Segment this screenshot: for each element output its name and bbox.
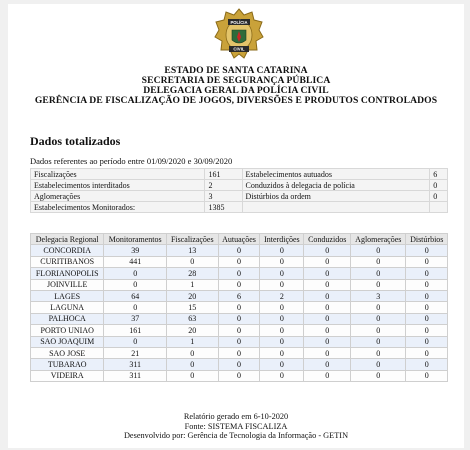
summary-label: Distúrbios da ordem [242, 191, 430, 202]
table-cell: 0 [260, 347, 304, 358]
summary-label: Conduzidos à delegacia de polícia [242, 180, 430, 191]
regional-name-cell: TUBARAO [31, 359, 104, 370]
table-cell: 441 [104, 256, 167, 267]
column-header: Monitoramentos [104, 234, 167, 245]
table-cell: 0 [351, 370, 406, 381]
table-cell: 15 [167, 302, 219, 313]
table-cell: 0 [104, 268, 167, 279]
table-cell: 0 [167, 256, 219, 267]
table-cell: 0 [260, 370, 304, 381]
table-cell: 0 [104, 279, 167, 290]
column-header: Fiscalizações [167, 234, 219, 245]
table-cell: 0 [351, 302, 406, 313]
table-cell: 311 [104, 359, 167, 370]
table-cell: 0 [406, 347, 448, 358]
table-cell: 0 [351, 279, 406, 290]
report-header [8, 66, 464, 106]
summary-row [31, 191, 448, 202]
table-cell: 39 [104, 245, 167, 256]
table-cell: 0 [167, 359, 219, 370]
table-cell: 0 [304, 325, 351, 336]
table-cell: 37 [104, 313, 167, 324]
table-cell: 0 [304, 245, 351, 256]
table-cell: 0 [218, 359, 260, 370]
table-cell: 0 [218, 336, 260, 347]
column-header: Distúrbios [406, 234, 448, 245]
regional-data-table [30, 233, 448, 382]
table-row [31, 359, 448, 370]
regional-name-cell: FLORIANOPOLIS [31, 268, 104, 279]
summary-row [31, 180, 448, 191]
column-header: Aglomerações [351, 234, 406, 245]
table-cell: 0 [351, 347, 406, 358]
table-cell: 0 [304, 347, 351, 358]
summary-value: 6 [430, 169, 448, 180]
table-cell: 28 [167, 268, 219, 279]
table-cell: 0 [406, 359, 448, 370]
table-row [31, 313, 448, 324]
summary-value: 0 [430, 191, 448, 202]
table-cell: 0 [167, 370, 219, 381]
summary-value: 3 [205, 191, 242, 202]
table-cell: 0 [406, 336, 448, 347]
table-cell: 0 [260, 268, 304, 279]
table-cell: 0 [218, 268, 260, 279]
period-text: Dados referentes ao período entre 01/09/2020 e 30/09/2020 [30, 156, 233, 166]
table-cell: 21 [104, 347, 167, 358]
table-cell: 0 [406, 256, 448, 267]
regional-name-cell: PALHOCA [31, 313, 104, 324]
table-cell: 0 [406, 313, 448, 324]
table-cell: 2 [260, 290, 304, 301]
table-row [31, 279, 448, 290]
table-cell: 0 [260, 336, 304, 347]
table-cell: 20 [167, 325, 219, 336]
regional-name-cell: JOINVILLE [31, 279, 104, 290]
summary-value: 2 [205, 180, 242, 191]
table-cell: 1 [167, 279, 219, 290]
table-cell: 0 [351, 359, 406, 370]
summary-label: Aglomerações [31, 191, 205, 202]
column-header: Conduzidos [304, 234, 351, 245]
table-cell: 0 [406, 245, 448, 256]
table-cell: 0 [218, 347, 260, 358]
table-cell: 0 [218, 279, 260, 290]
header-line-management: GERÊNCIA DE FISCALIZAÇÃO DE JOGOS, DIVERSÕES E PRODUTOS CONTROLADOS [34, 95, 438, 106]
table-cell: 0 [351, 268, 406, 279]
table-row [31, 302, 448, 313]
column-header: Delegacia Regional [31, 234, 104, 245]
table-cell: 0 [304, 336, 351, 347]
table-row [31, 245, 448, 256]
summary-label: Estabelecimentos autuados [242, 169, 430, 180]
regional-name-cell: LAGUNA [31, 302, 104, 313]
section-title: Dados totalizados [30, 134, 121, 148]
table-cell: 0 [406, 370, 448, 381]
table-cell: 0 [406, 279, 448, 290]
table-cell: 0 [304, 370, 351, 381]
footer-source: Fonte: SISTEMA FISCALIZA [184, 421, 288, 431]
table-cell: 0 [304, 268, 351, 279]
regional-name-cell: VIDEIRA [31, 370, 104, 381]
table-cell: 20 [167, 290, 219, 301]
table-cell: 0 [351, 313, 406, 324]
table-cell: 0 [218, 370, 260, 381]
table-header-row [31, 234, 448, 245]
table-cell: 0 [260, 313, 304, 324]
table-cell: 0 [351, 325, 406, 336]
report-page [8, 4, 464, 448]
column-header: Interdições [260, 234, 304, 245]
table-cell: 0 [406, 302, 448, 313]
report-footer [8, 412, 464, 441]
table-row [31, 336, 448, 347]
badge-bottom-text: CIVIL [233, 46, 245, 52]
footer-generated-date: Relatório gerado em 6-10-2020 [183, 412, 289, 421]
table-cell: 0 [260, 302, 304, 313]
table-cell: 0 [260, 279, 304, 290]
table-cell: 64 [104, 290, 167, 301]
table-cell: 63 [167, 313, 219, 324]
regional-name-cell: SAO JOSE [31, 347, 104, 358]
summary-value: 0 [430, 180, 448, 191]
badge-top-text: POLÍCIA [230, 19, 248, 25]
table-row [31, 347, 448, 358]
table-row [31, 370, 448, 381]
table-cell: 0 [260, 325, 304, 336]
regional-name-cell: PORTO UNIAO [31, 325, 104, 336]
table-cell: 311 [104, 370, 167, 381]
table-cell: 0 [351, 336, 406, 347]
summary-label [242, 202, 430, 213]
table-cell: 0 [104, 302, 167, 313]
table-row [31, 325, 448, 336]
table-cell: 0 [104, 336, 167, 347]
table-cell: 0 [218, 256, 260, 267]
table-cell: 0 [406, 268, 448, 279]
summary-row [31, 169, 448, 180]
summary-label: Estabelecimentos interditados [31, 180, 205, 191]
table-cell: 0 [304, 279, 351, 290]
header-line-secretariat: SECRETARIA DE SEGURANÇA PÚBLICA [141, 75, 331, 86]
summary-label: Fiscalizações [31, 169, 205, 180]
table-cell: 6 [218, 290, 260, 301]
regional-name-cell: LAGES [31, 290, 104, 301]
table-cell: 3 [351, 290, 406, 301]
policia-civil-badge-logo [214, 8, 264, 64]
table-cell: 0 [260, 245, 304, 256]
table-cell: 13 [167, 245, 219, 256]
regional-name-cell: CURITIBANOS [31, 256, 104, 267]
table-cell: 0 [260, 359, 304, 370]
regional-name-cell: SAO JOAQUIM [31, 336, 104, 347]
summary-table [30, 168, 448, 213]
column-header: Autuações [218, 234, 260, 245]
table-cell: 0 [351, 245, 406, 256]
table-cell: 0 [406, 290, 448, 301]
table-cell: 0 [260, 256, 304, 267]
table-cell: 0 [218, 245, 260, 256]
summary-row [31, 202, 448, 213]
table-cell: 0 [304, 290, 351, 301]
table-cell: 0 [167, 347, 219, 358]
table-cell: 0 [218, 302, 260, 313]
header-line-state: ESTADO DE SANTA CATARINA [164, 65, 308, 76]
table-cell: 0 [304, 359, 351, 370]
summary-label: Estabelecimentos Monitorados: [31, 202, 205, 213]
footer-developer: Desenvolvido por: Gerência de Tecnologia da Informação - GETIN [123, 431, 349, 441]
table-cell: 0 [304, 302, 351, 313]
table-cell: 161 [104, 325, 167, 336]
table-cell: 0 [304, 313, 351, 324]
table-row [31, 268, 448, 279]
table-cell: 0 [218, 313, 260, 324]
table-cell: 1 [167, 336, 219, 347]
table-cell: 0 [351, 256, 406, 267]
summary-value: 1385 [205, 202, 242, 213]
table-cell: 0 [218, 325, 260, 336]
summary-value: 161 [205, 169, 242, 180]
summary-value [430, 202, 448, 213]
table-cell: 0 [304, 256, 351, 267]
table-row [31, 290, 448, 301]
regional-name-cell: CONCORDIA [31, 245, 104, 256]
table-row [31, 256, 448, 267]
table-cell: 0 [406, 325, 448, 336]
header-line-police: DELEGACIA GERAL DA POLÍCIA CIVIL [143, 85, 329, 96]
